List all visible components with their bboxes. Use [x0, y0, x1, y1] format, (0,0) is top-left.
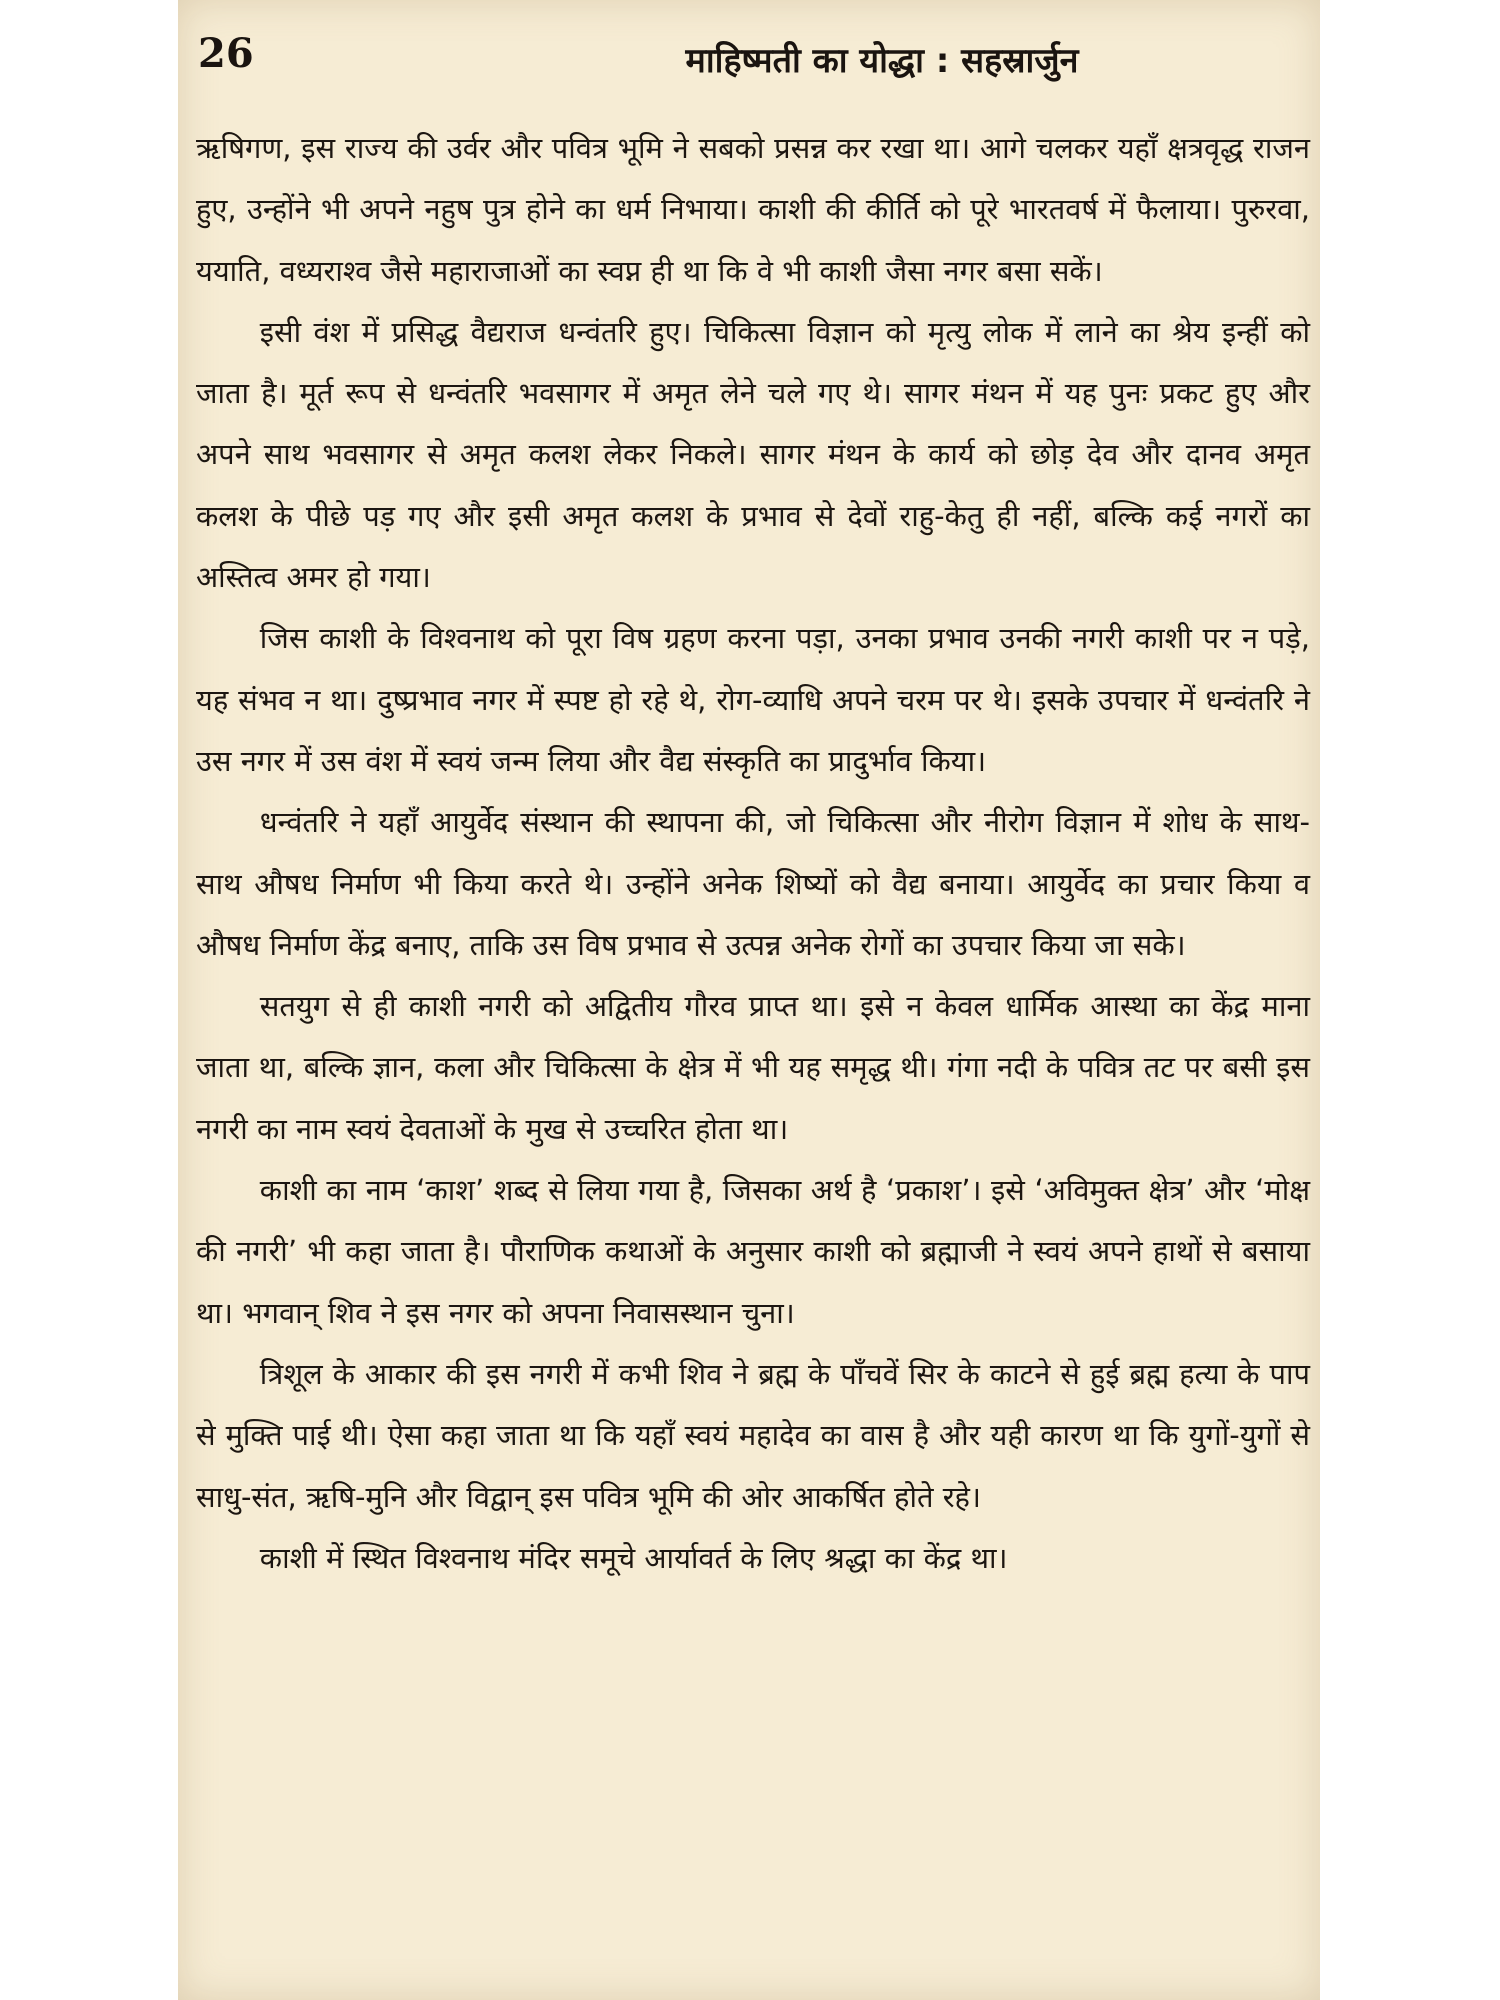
- paragraph: काशी में स्थित विश्वनाथ मंदिर समूचे आर्यावर्त के लिए श्रद्धा का केंद्र था।: [259, 1540, 1008, 1575]
- paragraph: इसी वंश में प्रसिद्ध वैद्यराज धन्वंतरि हुए। चिकित्सा विज्ञान को मृत्यु लोक में लाने का श्रेय इन्हीं को जाता है। मूर्त रूप से धन्वंतरि भवसागर में अमृत लेने चले गए थे। सागर मंथन में यह पुनः प्रकट हुए और अपने साथ भवसागर से अमृत कलश लेकर निकले। सागर मंथन के कार्य को छोड़ देव और दानव अमृत कलश के पीछे पड़ गए और इसी अमृत कलश के प्रभाव से देवों राहु-केतु ही नहीं, बल्कि कई नगरों का अस्तित्व अमर हो गया।: [196, 314, 1310, 595]
- page-header: [198, 30, 1306, 90]
- paragraph: जिस काशी के विश्वनाथ को पूरा विष ग्रहण करना पड़ा, उनका प्रभाव उनकी नगरी काशी पर न पड़े, यह संभव न था। दुष्प्रभाव नगर में स्पष्ट हो रहे थे, रोग-व्याधि अपने चरम पर थे। इसके उपचार में धन्वंतरि ने उस नगर में उस वंश में स्वयं जन्म लिया और वैद्य संस्कृति का प्रादुर्भाव किया।: [196, 621, 1310, 778]
- running-title: माहिष्मती का योद्धा : सहस्रार्जुन: [685, 41, 1079, 81]
- page-number: 26: [198, 30, 254, 77]
- paragraph: काशी का नाम ‘काश’ शब्द से लिया गया है, जिसका अर्थ है ‘प्रकाश’। इसे ‘अविमुक्त क्षेत्र’ और ‘मोक्ष की नगरी’ भी कहा जाता है। पौराणिक कथाओं के अनुसार काशी को ब्रह्माजी ने स्वयं अपने हाथों से बसाया था। भगवान् शिव ने इस नगर को अपना निवासस्थान चुना।: [196, 1173, 1310, 1330]
- paragraph: ऋषिगण, इस राज्य की उर्वर और पवित्र भूमि ने सबको प्रसन्न कर रखा था। आगे चलकर यहाँ क्षत्रवृद्ध राजन हुए, उन्होंने भी अपने नहुष पुत्र होने का धर्म निभाया। काशी की कीर्ति को पूरे भारतवर्ष में फैलाया। पुरुरवा, ययाति, वध्यराश्व जैसे महाराजाओं का स्वप्न ही था कि वे भी काशी जैसा नगर बसा सकें।: [196, 131, 1310, 288]
- paragraph: धन्वंतरि ने यहाँ आयुर्वेद संस्थान की स्थापना की, जो चिकित्सा और नीरोग विज्ञान में शोध के साथ-साथ औषध निर्माण भी किया करते थे। उन्होंने अनेक शिष्यों को वैद्य बनाया। आयुर्वेद का प्रचार किया व औषध निर्माण केंद्र बनाए, ताकि उस विष प्रभाव से उत्पन्न अनेक रोगों का उपचार किया जा सके।: [196, 805, 1310, 962]
- paragraph: सतयुग से ही काशी नगरी को अद्वितीय गौरव प्राप्त था। इसे न केवल धार्मिक आस्था का केंद्र माना जाता था, बल्कि ज्ञान, कला और चिकित्सा के क्षेत्र में भी यह समृद्ध थी। गंगा नदी के पवित्र तट पर बसी इस नगरी का नाम स्वयं देवताओं के मुख से उच्चरित होता था।: [196, 989, 1310, 1146]
- book-page: [178, 0, 1320, 2000]
- body-text: [196, 118, 1310, 1589]
- paragraph: त्रिशूल के आकार की इस नगरी में कभी शिव ने ब्रह्म के पाँचवें सिर के काटने से हुई ब्रह्म हत्या के पाप से मुक्ति पाई थी। ऐसा कहा जाता था कि यहाँ स्वयं महादेव का वास है और यही कारण था कि युगों-युगों से साधु-संत, ऋषि-मुनि और विद्वान् इस पवित्र भूमि की ओर आकर्षित होते रहे।: [196, 1356, 1310, 1514]
